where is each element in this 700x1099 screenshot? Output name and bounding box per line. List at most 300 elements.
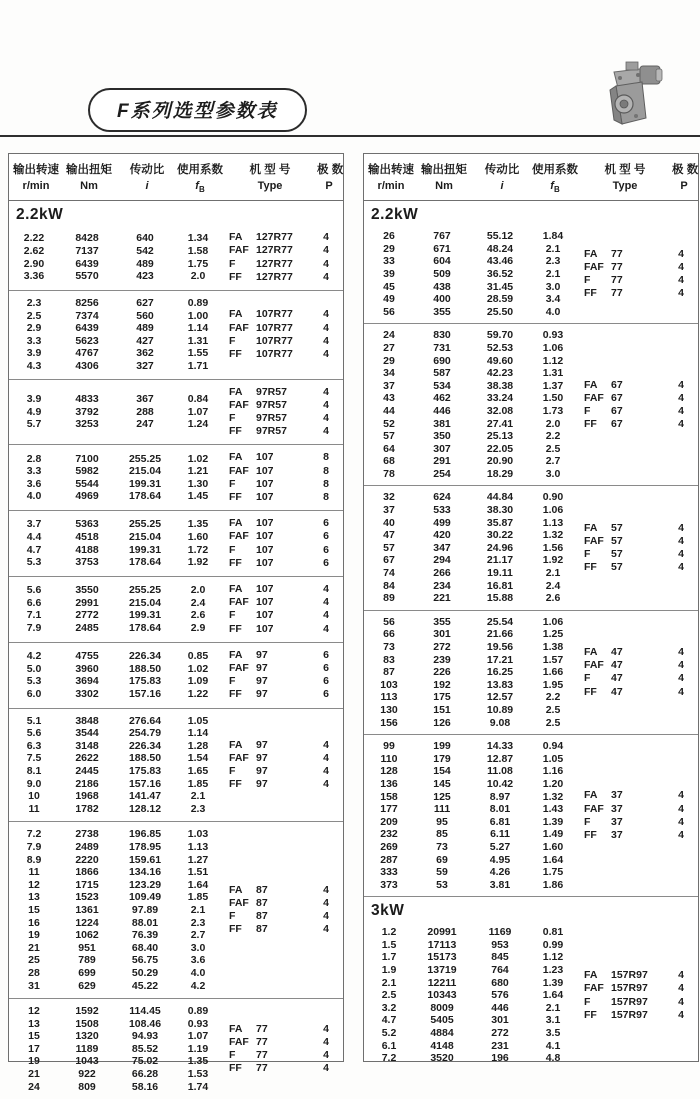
poles-cell: 4 (323, 738, 329, 751)
ratio-cell: 22.05 (486, 442, 514, 455)
type-model-cell: 87 (256, 883, 268, 896)
factor-cell: 1.27 (187, 853, 209, 866)
ratio-cell: 97.89 (131, 903, 159, 916)
power-section-label: 2.2kW (371, 206, 419, 224)
factor-cell: 0.94 (542, 740, 564, 753)
torque-cell: 2485 (75, 622, 99, 634)
factor-cell: 1.20 (542, 777, 564, 790)
parameter-group (9, 642, 343, 708)
type-prefix-cell: F (584, 995, 591, 1008)
torque-cell: 2220 (75, 853, 99, 866)
type-model-cell: 77 (256, 1035, 268, 1048)
poles-cell: 6 (323, 688, 329, 701)
torque-cell: 789 (78, 954, 96, 967)
factor-cell: 2.1 (545, 242, 561, 255)
poles-cell: 4 (678, 789, 684, 802)
numeric-columns (9, 828, 221, 992)
type-model-cell: 157R97 (611, 1008, 648, 1021)
torque-cell: 1320 (75, 1030, 99, 1043)
speed-cell: 2.5 (26, 309, 42, 322)
factor-cell: 0.99 (542, 938, 564, 951)
torque-cell: 2991 (75, 596, 99, 609)
speed-cell: 74 (383, 567, 395, 580)
ratio-cell: 199.31 (128, 543, 162, 556)
parameter-group (9, 708, 343, 822)
col-header-model: 机 型 号 Type (604, 164, 646, 192)
factor-cell: 1.51 (187, 866, 209, 879)
type-model-cell: 97R57 (256, 425, 287, 438)
poles-cell: 4 (323, 910, 329, 923)
type-model-cell: 97R57 (256, 411, 287, 424)
factor-cell: 1.21 (187, 465, 209, 478)
table-row (9, 322, 221, 335)
speed-cell: 16 (28, 916, 40, 929)
speed-cell: 24 (28, 1080, 40, 1093)
factor-cell: 1.19 (187, 1042, 209, 1055)
model-type-block (584, 789, 696, 842)
table-row (364, 778, 576, 791)
speed-cell: 7.9 (26, 622, 42, 634)
torque-cell: 8256 (75, 297, 99, 309)
factor-cell: 1.64 (187, 878, 209, 891)
factor-cell: 2.3 (190, 802, 206, 815)
speed-cell: 7.9 (26, 840, 42, 853)
torque-cell: 15173 (427, 951, 457, 964)
torque-cell: 5570 (75, 270, 99, 283)
speed-cell: 287 (380, 853, 398, 866)
torque-cell: 301 (433, 628, 451, 641)
model-type-row (229, 335, 341, 348)
torque-cell: 125 (433, 790, 451, 803)
selection-tables (8, 153, 699, 1093)
ratio-cell: 845 (491, 951, 509, 964)
speed-cell: 5.3 (26, 675, 42, 688)
torque-cell: 2186 (75, 777, 99, 790)
model-type-row (229, 739, 341, 752)
factor-cell: 1.16 (542, 765, 564, 778)
model-type-row (584, 969, 696, 982)
factor-cell: 1.32 (542, 790, 564, 803)
factor-cell: 1.71 (187, 359, 209, 372)
torque-cell: 7374 (75, 309, 99, 322)
ratio-cell: 288 (136, 405, 154, 418)
type-model-cell: 97 (256, 765, 268, 777)
ratio-cell: 6.11 (490, 828, 510, 841)
table-row (364, 430, 576, 443)
table-row (364, 1002, 576, 1015)
table-row (364, 666, 576, 679)
poles-cell: 4 (323, 622, 329, 635)
numeric-columns (9, 232, 221, 282)
table-row (9, 393, 221, 406)
speed-cell: 2.9 (26, 322, 42, 335)
speed-cell: 9.0 (26, 777, 42, 790)
type-prefix-cell: FAF (229, 530, 249, 543)
speed-cell: 7.2 (381, 1052, 397, 1065)
factor-cell: 4.2 (190, 979, 206, 992)
type-prefix-cell: F (584, 548, 591, 561)
table-row (364, 380, 576, 393)
type-prefix-cell: F (584, 274, 591, 287)
factor-cell: 0.85 (187, 650, 209, 663)
ratio-cell: 20.90 (486, 455, 514, 468)
speed-cell: 110 (380, 752, 398, 765)
model-type-row (229, 1062, 341, 1075)
type-prefix-cell: FA (584, 646, 598, 659)
type-model-cell: 67 (611, 404, 623, 417)
type-prefix-cell: FA (584, 789, 598, 802)
factor-cell: 1.58 (187, 245, 209, 257)
ratio-cell: 276.64 (128, 714, 162, 727)
model-type-block (229, 231, 341, 284)
ratio-cell: 28.59 (486, 293, 514, 306)
type-prefix-cell: FA (229, 451, 243, 464)
speed-cell: 67 (383, 554, 395, 567)
type-prefix-cell: FA (229, 1022, 243, 1035)
type-prefix-cell: FA (229, 385, 243, 398)
speed-cell: 47 (383, 529, 395, 542)
ratio-cell: 66.28 (131, 1068, 159, 1081)
factor-cell: 1.92 (187, 556, 209, 569)
ratio-cell: 21.17 (486, 554, 514, 567)
ratio-cell: 85.52 (131, 1042, 159, 1055)
type-model-cell: 77 (611, 261, 623, 274)
ratio-cell: 215.04 (128, 465, 162, 478)
torque-cell: 4969 (75, 490, 99, 503)
model-type-row (584, 561, 696, 574)
table-row (9, 1043, 221, 1056)
table-row (364, 491, 576, 504)
torque-cell: 2738 (75, 828, 99, 841)
torque-cell: 226 (433, 666, 451, 679)
ratio-cell: 8.97 (489, 790, 511, 803)
numeric-columns (9, 453, 221, 503)
col-header-speed: 输出转速 r/min (13, 164, 59, 192)
parameter-group (9, 290, 343, 379)
factor-cell: 0.89 (187, 297, 209, 309)
ratio-cell: 15.88 (486, 592, 514, 605)
factor-cell: 1.06 (542, 504, 564, 517)
type-prefix-cell: F (229, 257, 236, 270)
type-model-cell: 37 (611, 789, 623, 802)
type-prefix-cell: FAF (229, 897, 249, 910)
model-type-row (584, 816, 696, 829)
table-row (364, 977, 576, 990)
speed-cell: 269 (380, 840, 398, 853)
poles-cell: 8 (323, 477, 329, 490)
torque-cell: 179 (433, 752, 451, 765)
numeric-columns (9, 393, 221, 431)
torque-cell: 126 (433, 716, 451, 729)
ratio-cell: 55.12 (486, 230, 514, 243)
factor-cell: 2.5 (545, 442, 561, 455)
table-row (364, 964, 576, 977)
speed-cell: 13 (28, 891, 40, 904)
factor-cell: 1.39 (542, 815, 564, 828)
table-row (9, 688, 221, 701)
model-type-block (584, 969, 696, 1022)
model-type-row (229, 688, 341, 701)
type-prefix-cell: F (229, 543, 236, 556)
torque-cell: 69 (436, 853, 448, 866)
torque-cell: 145 (433, 777, 451, 790)
type-model-cell: 107 (256, 530, 274, 543)
speed-cell: 113 (380, 691, 398, 704)
type-model-cell: 77 (256, 1062, 268, 1075)
torque-cell: 17113 (427, 938, 457, 951)
parameter-group (364, 485, 698, 609)
poles-cell: 4 (678, 404, 684, 417)
page-title: F系列选型参数表 (88, 88, 307, 132)
torque-cell: 73 (436, 840, 448, 853)
factor-cell: 1.06 (542, 615, 564, 628)
ratio-cell: 231 (491, 1039, 509, 1052)
numeric-columns (364, 230, 576, 318)
speed-cell: 4.3 (26, 359, 42, 372)
speed-cell: 136 (380, 777, 398, 790)
speed-cell: 2.8 (26, 452, 42, 465)
ratio-cell: 199.31 (128, 609, 162, 622)
type-model-cell: 157R97 (611, 969, 648, 982)
speed-cell: 73 (383, 641, 395, 653)
factor-cell: 1.73 (542, 404, 564, 417)
type-prefix-cell: FF (229, 923, 242, 936)
type-prefix-cell: FA (584, 969, 598, 982)
poles-cell: 4 (323, 347, 329, 360)
ratio-cell: 175.83 (128, 675, 162, 688)
ratio-cell: 24.96 (486, 541, 514, 554)
ratio-cell: 367 (136, 393, 154, 406)
speed-cell: 2.22 (23, 232, 45, 245)
factor-cell: 1.65 (187, 765, 209, 777)
speed-cell: 5.1 (26, 714, 42, 727)
torque-cell: 4833 (75, 393, 99, 406)
numeric-columns (9, 518, 221, 568)
model-type-row (229, 765, 341, 778)
ratio-cell: 32.08 (486, 404, 514, 417)
numeric-columns (9, 297, 221, 373)
model-type-row (229, 348, 341, 361)
factor-cell: 1.85 (187, 891, 209, 904)
model-type-row (584, 379, 696, 392)
ratio-cell: 49.60 (486, 354, 514, 367)
torque-cell: 12211 (427, 976, 457, 989)
ratio-cell: 188.50 (128, 662, 162, 675)
poles-cell: 4 (678, 982, 684, 995)
factor-cell: 1.64 (542, 853, 564, 866)
table-row (9, 1055, 221, 1068)
torque-cell: 272 (433, 641, 451, 653)
speed-cell: 57 (383, 541, 395, 554)
torque-cell: 2445 (75, 765, 99, 777)
torque-cell: 3848 (75, 714, 99, 727)
model-type-row (584, 392, 696, 405)
torque-cell: 239 (433, 653, 451, 666)
speed-cell: 6.1 (381, 1039, 397, 1052)
torque-cell: 2489 (75, 840, 99, 853)
table-row (9, 258, 221, 271)
torque-cell: 234 (433, 579, 451, 592)
factor-cell: 1.45 (187, 490, 209, 503)
speed-cell: 2.90 (23, 257, 45, 270)
torque-cell: 7100 (75, 452, 99, 465)
parameter-group (364, 610, 698, 734)
table-row (9, 675, 221, 688)
model-type-row (229, 1049, 341, 1062)
poles-cell: 4 (678, 659, 684, 672)
ratio-cell: 953 (491, 938, 509, 951)
poles-cell: 6 (323, 662, 329, 675)
parameter-group (9, 444, 343, 510)
table-row (364, 281, 576, 294)
ratio-cell: 76.39 (131, 929, 159, 942)
ratio-cell: 178.95 (128, 840, 162, 853)
ratio-cell: 56.75 (131, 954, 159, 967)
table-row (9, 904, 221, 917)
type-model-cell: 97R57 (256, 398, 287, 411)
torque-cell: 446 (433, 404, 451, 417)
type-model-cell: 67 (611, 391, 623, 404)
table-row (9, 715, 221, 728)
table-row (364, 554, 576, 567)
poles-cell: 4 (323, 385, 329, 398)
torque-cell: 1592 (75, 1005, 99, 1018)
poles-cell: 6 (323, 648, 329, 661)
model-type-row (229, 244, 341, 257)
torque-cell: 291 (433, 455, 451, 468)
factor-cell: 1.14 (187, 727, 209, 740)
type-prefix-cell: FA (229, 883, 243, 896)
type-prefix-cell: FA (229, 648, 243, 661)
type-prefix-cell: FA (229, 583, 243, 595)
type-prefix-cell: FF (584, 685, 597, 698)
factor-cell: 1.07 (187, 1030, 209, 1043)
factor-cell: 1.35 (187, 1055, 209, 1068)
torque-cell: 355 (433, 615, 451, 628)
parameter-table-right (363, 153, 699, 1065)
model-type-row (229, 752, 341, 765)
factor-cell: 1.84 (542, 230, 564, 243)
torque-cell: 420 (433, 529, 451, 542)
poles-cell: 6 (323, 517, 329, 530)
table-row (364, 803, 576, 816)
table-row (364, 654, 576, 667)
model-type-row (229, 425, 341, 438)
parameter-group (364, 323, 698, 485)
torque-cell: 192 (433, 678, 451, 691)
type-prefix-cell: FA (229, 738, 243, 751)
table-row (9, 879, 221, 892)
poles-cell: 4 (678, 521, 684, 534)
factor-cell: 1.85 (187, 777, 209, 790)
table-row (364, 765, 576, 778)
table-row (9, 650, 221, 663)
table-row (9, 942, 221, 955)
speed-cell: 373 (380, 878, 398, 891)
ratio-cell: 88.01 (131, 916, 159, 929)
ratio-cell: 68.40 (131, 941, 159, 954)
factor-cell: 1.74 (187, 1080, 209, 1093)
factor-cell: 2.1 (545, 567, 561, 580)
factor-cell: 1.43 (542, 803, 564, 816)
speed-cell: 4.7 (381, 1014, 397, 1027)
speed-cell: 3.9 (26, 347, 42, 360)
poles-cell: 4 (323, 765, 329, 777)
factor-cell: 2.5 (545, 716, 561, 729)
ratio-cell: 255.25 (128, 518, 162, 531)
poles-cell: 4 (678, 418, 684, 431)
table-row (9, 518, 221, 531)
ratio-cell: 362 (136, 347, 154, 360)
type-model-cell: 77 (611, 287, 623, 300)
type-model-cell: 107 (256, 596, 274, 609)
ratio-cell: 75.02 (131, 1055, 159, 1068)
speed-cell: 2.1 (381, 976, 397, 989)
type-model-cell: 57 (611, 561, 623, 574)
ratio-cell: 560 (136, 309, 154, 322)
type-model-cell: 67 (611, 418, 623, 431)
poles-cell: 4 (323, 923, 329, 936)
parameter-group (9, 576, 343, 642)
speed-cell: 8.1 (26, 765, 42, 777)
type-prefix-cell: FA (584, 521, 598, 534)
type-prefix-cell: FAF (229, 398, 249, 411)
model-type-row (229, 596, 341, 609)
ratio-cell: 627 (136, 297, 154, 309)
torque-cell: 350 (433, 430, 451, 443)
table-row (9, 531, 221, 544)
factor-cell: 4.0 (190, 966, 206, 979)
ratio-cell: 157.16 (128, 687, 162, 700)
torque-cell: 604 (433, 255, 451, 268)
ratio-cell: 18.29 (486, 467, 514, 480)
table-row (364, 230, 576, 243)
torque-cell: 5623 (75, 334, 99, 347)
model-type-row (584, 261, 696, 274)
table-row (364, 592, 576, 605)
torque-cell: 1782 (75, 802, 99, 815)
speed-cell: 13 (28, 1017, 40, 1030)
factor-cell: 1.23 (542, 964, 564, 977)
torque-cell: 1062 (75, 929, 99, 942)
torque-cell: 10343 (427, 989, 457, 1002)
ratio-cell: 4.26 (489, 866, 511, 879)
torque-cell: 499 (433, 516, 451, 529)
model-type-row (584, 686, 696, 699)
factor-cell: 1.64 (542, 989, 564, 1002)
torque-cell: 3753 (75, 556, 99, 569)
ratio-cell: 178.64 (128, 622, 162, 634)
torque-cell: 6439 (75, 322, 99, 335)
ratio-cell: 25.50 (486, 305, 514, 318)
poles-cell: 8 (323, 464, 329, 477)
torque-cell: 4188 (75, 543, 99, 556)
model-type-row (584, 982, 696, 995)
ratio-cell: 542 (136, 245, 154, 257)
ratio-cell: 134.16 (128, 866, 162, 879)
speed-cell: 52 (383, 417, 395, 430)
type-prefix-cell: FAF (229, 464, 249, 477)
speed-cell: 89 (383, 592, 395, 605)
factor-cell: 1.60 (542, 840, 564, 853)
poles-cell: 8 (323, 490, 329, 503)
model-type-row (229, 308, 341, 321)
torque-cell: 4767 (75, 347, 99, 360)
ratio-cell: 215.04 (128, 596, 162, 609)
factor-cell: 2.6 (190, 609, 206, 622)
speed-cell: 8.9 (26, 853, 42, 866)
model-type-row (584, 274, 696, 287)
